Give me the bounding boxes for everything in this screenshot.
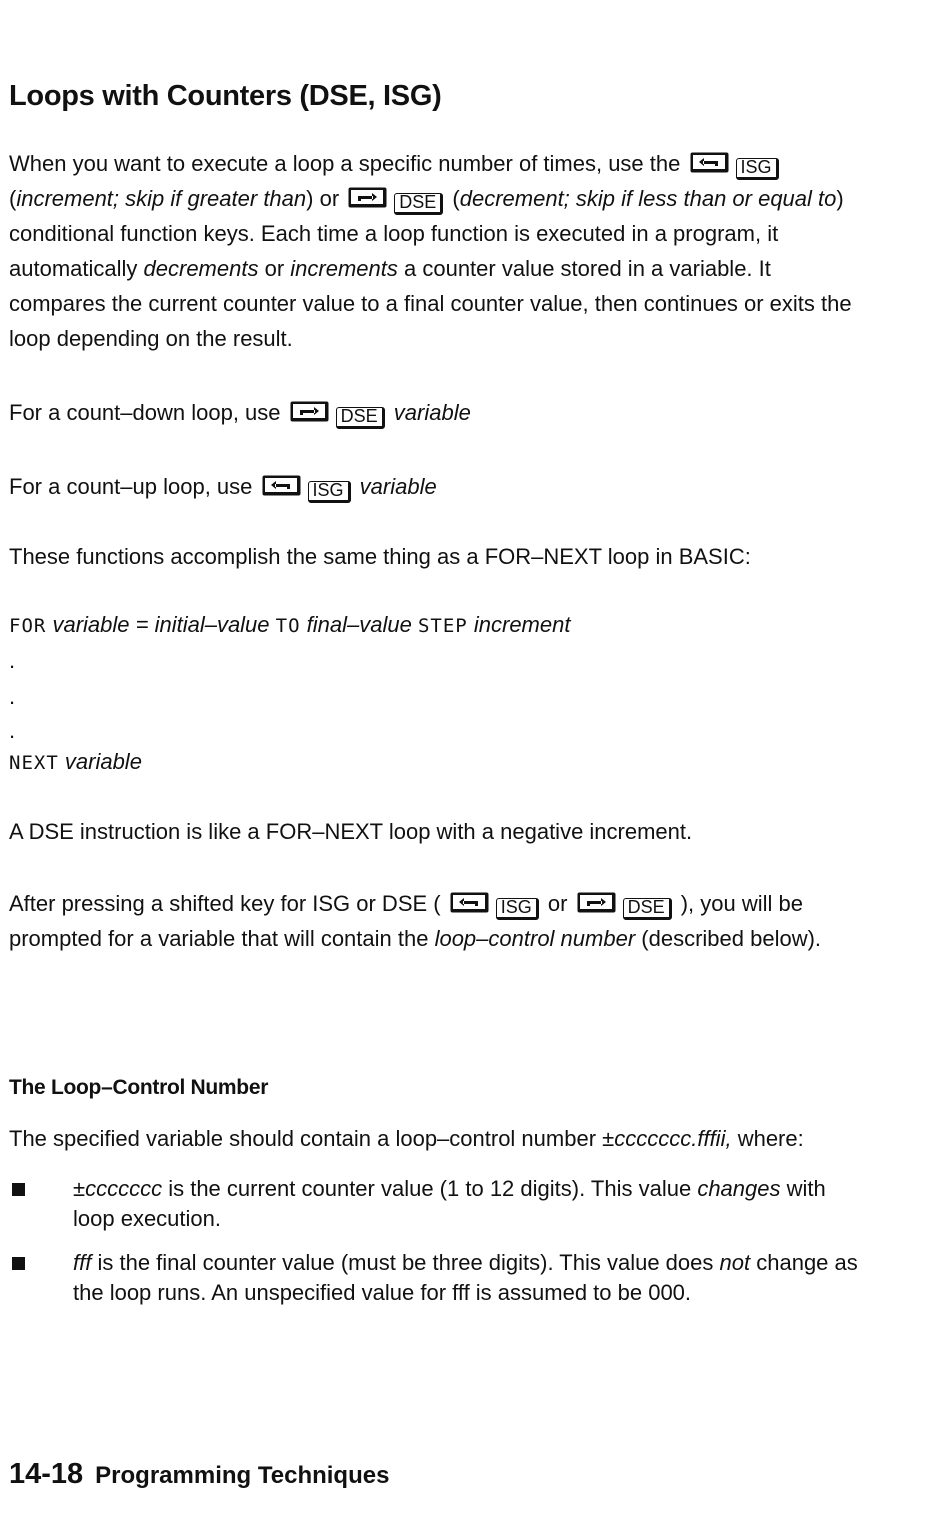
isg-key: ISG (308, 481, 351, 503)
right-shift-key-icon (577, 892, 617, 914)
list-item (9, 1174, 869, 1234)
intro-text-7: ) conditional function keys. Each time a loop function is executed in a program, it automatically (9, 186, 844, 281)
bullet-term: ±ccccccc (73, 1176, 163, 1201)
intro-text-1: When you want to execute a loop a specific number of times, use the (9, 151, 681, 176)
countup-text: For a count–up loop, use (9, 474, 253, 499)
page-footer (9, 1458, 389, 1491)
section-heading: Loops with Counters (DSE, ISG) (9, 80, 442, 112)
lcn-text-1: The specified variable should contain a loop–control number (9, 1126, 597, 1151)
square-bullet-icon (12, 1257, 25, 1270)
code-dot: . (9, 718, 16, 743)
intro-text-4: ) or (306, 186, 340, 211)
intro-italic-3: decrements (143, 256, 259, 281)
code-dot: . (9, 684, 16, 709)
after-italic: loop–control number (434, 926, 636, 951)
after-text-5: (described below). (641, 926, 822, 951)
intro-italic-1: increment; skip if greater than (16, 186, 307, 211)
left-shift-key-icon (262, 475, 302, 497)
intro-italic-2: decrement; skip if less than or equal to (459, 186, 837, 211)
intro-text-5: ( (452, 186, 460, 211)
intro-text-11: a counter value stored in a variable. It compares the current counter value to a final counter value, then continues or exits the loop depending on the result. (9, 256, 852, 351)
dse-like-sentence: A DSE instruction is like a FOR–NEXT loop with a negative increment. (9, 819, 693, 844)
bullet-emphasis: changes (697, 1176, 781, 1201)
isg-key: ISG (496, 898, 539, 920)
intro-text-9: or (264, 256, 285, 281)
code-step-keyword: STEP (417, 615, 468, 637)
after-paragraph (9, 886, 859, 956)
bullet-text: with loop execution. (73, 1176, 826, 1231)
code-dot: . (9, 648, 16, 673)
page-number: 14-18 (9, 1458, 84, 1490)
list-item (9, 1248, 869, 1308)
bullet-text: change as the loop runs. An unspecified value for fff is assumed to be 000. (73, 1250, 858, 1305)
bullet-text: is the final counter value (must be three digits). This value does (97, 1250, 714, 1275)
countdown-variable: variable (393, 400, 471, 425)
after-text-3: ), you will be prompted for a variable that will contain the (9, 891, 803, 951)
after-text-1: After pressing a shifted key for ISG or DSE ( (9, 891, 441, 916)
subsection-heading: The Loop–Control Number (9, 1076, 269, 1099)
intro-paragraph (9, 146, 859, 356)
basic-intro: These functions accomplish the same thing as a FOR–NEXT loop in BASIC: (9, 544, 751, 569)
bullet-term: fff (73, 1250, 92, 1275)
code-to-keyword: TO (275, 615, 301, 637)
square-bullet-icon (12, 1183, 25, 1196)
after-text-2: or (547, 891, 568, 916)
code-for-line (9, 610, 570, 641)
countup-line (9, 472, 437, 503)
lcn-sentence (9, 1124, 804, 1154)
code-final: final–value (306, 612, 412, 637)
isg-key: ISG (736, 158, 779, 180)
chapter-title: Programming Techniques (95, 1462, 390, 1489)
dse-key: DSE (394, 193, 443, 215)
code-next-line (9, 747, 142, 778)
left-shift-key-icon (450, 892, 490, 914)
countdown-text: For a count–down loop, use (9, 400, 281, 425)
right-shift-key-icon (348, 187, 388, 209)
lcn-text-3: where: (737, 1126, 804, 1151)
right-shift-key-icon (290, 401, 330, 423)
code-next-keyword: NEXT (9, 752, 59, 774)
lcn-format: ±ccccccc.fffii, (602, 1126, 732, 1151)
dse-key: DSE (623, 898, 672, 920)
bullet-emphasis: not (719, 1250, 751, 1275)
dse-key: DSE (336, 407, 385, 429)
code-next-variable: variable (64, 749, 142, 774)
code-for-keyword: FOR (9, 615, 47, 637)
code-initial: variable = initial–value (52, 612, 270, 637)
code-increment: increment (473, 612, 571, 637)
bullet-text: is the current counter value (1 to 12 digits). This value (168, 1176, 692, 1201)
countup-variable: variable (359, 474, 437, 499)
intro-text-2: ( (9, 186, 17, 211)
left-shift-key-icon (690, 152, 730, 174)
intro-italic-4: increments (290, 256, 398, 281)
countdown-line (9, 398, 471, 429)
